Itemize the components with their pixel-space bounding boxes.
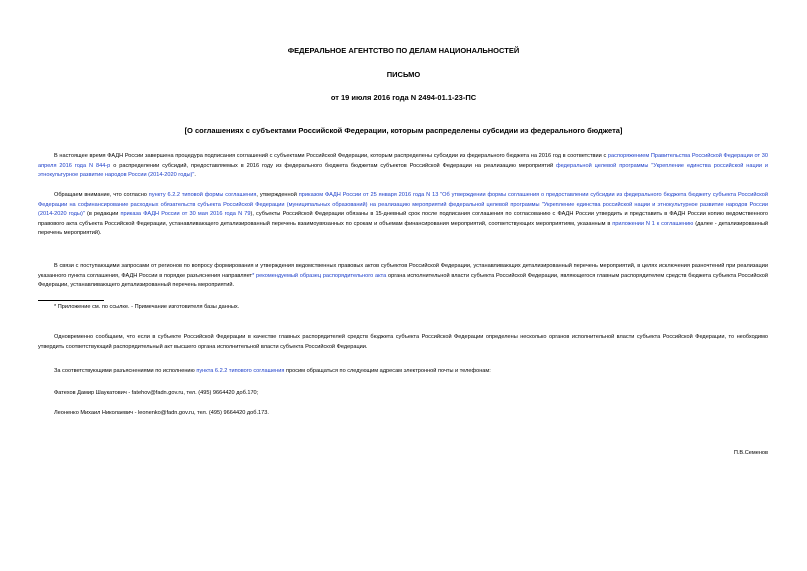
paragraph-2: Обращаем внимание, что согласно пункту 6.2.2 типовой формы соглашения, утвержденной приказом ФАДН России от 25 января 2016 года N 13 "Об утверждении формы соглашения о предоставлении субсидии из федерального бюджета бюджету субъекта Российской Федерации на софинансирование расходных обязательств субъекта Российской Федерации (муниципальных образований) на реализацию мероприятий федеральной целевой программы "Укрепление единства российской нации и этнокультурное развитие народов России (2014-2020 годы)" (в редакции приказа ФАДН России от 30 мая 2016 года N 79), субъекты Российской Федерации обязаны в 15-дневный срок после подписания соглашения по согласованию с ФАДН России утвердить и представить в ФАДН России копию ведомственного правового акта субъекта Российской Федерации, устанавливающего детализированный перечень взаимоувязанных по срокам и объемам финансирования мероприятий, соответствующих мероприятиям, указанным в приложении N 1 к соглашению (далее - детализированный перечень мероприятий). [38,192,768,237]
link-sample-act[interactable]: * рекомендуемый образец распорядительного акта [252,272,387,279]
document-type: ПИСЬМО [386,70,421,79]
link-decree-844[interactable]: распоряжением Правительства Российской Федерации от 30 апреля 2016 года N 844-р [38,153,768,169]
link-typical-agreement-clause[interactable]: пункта 6.2.2 типового соглашения [196,368,285,374]
link-federal-program[interactable]: федеральной целевой программы "Укрепление единства российской нации и этнокультурное развитие народов России (2014-2020 годы)" [38,162,768,179]
document-date-number: от 19 июля 2016 года N 2494-01.1-23-ПС [330,93,477,102]
agency-title: ФЕДЕРАЛЬНОЕ АГЕНТСТВО ПО ДЕЛАМ НАЦИОНАЛЬНОСТЕЙ [287,46,520,55]
link-appendix-1[interactable]: приложении N 1 к соглашению [612,220,694,227]
paragraph-5: За соответствующими разъяснениями по исполнению пункта 6.2.2 типового соглашения просим обращаться по следующим адресам электронной почты и телефонам: [54,368,491,374]
contact-leonenko: Леоненко Михаил Николаевич - leonenko@fadn.gov.ru, тел. (495) 9664420 доб.173. [54,410,269,416]
footnote: * Приложение см. по ссылке. - Примечание изготовителя базы данных. [54,304,240,310]
link-order-79[interactable]: приказа ФАДН России от 30 мая 2016 года N 79 [120,211,251,218]
signature: П.В.Семенов [733,450,768,456]
paragraph-4: Одновременно сообщаем, что если в субъекте Российской Федерации в качестве главных распорядителей средств бюджета субъекта Российской Федерации определены несколько органов исполнительной власти субъекта Российской Федерации, то необходимо утвердить соответствующий распорядительный акт высшего органа исполнительной власти субъекта Российской Федерации. [38,334,768,350]
footnote-divider [38,300,104,301]
link-order-13[interactable]: приказом ФАДН России от 25 января 2016 года N 13 "Об утверждении формы соглашения о предоставлении субсидии из федерального бюджета бюджету субъекта Российской Федерации на софинансирование расходных обязательств субъекта Российской Федерации (муниципальных образований) на реализацию мероприятий федеральной целевой программы "Укрепление единства российской нации и этнокультурное развитие народов России (2014-2020 годы)" [38,192,768,218]
contact-fatehov: Фатехов Дамир Шаукатович - fatehov@fadn.gov.ru, тел. (495) 9664420 доб.170; [54,390,259,396]
link-clause-6-2-2[interactable]: пункту 6.2.2 типовой формы соглашения [148,192,257,198]
paragraph-3: В связи с поступающими запросами от регионов по вопросу формирования и утверждения ведомственных правовых актов субъектов Российской Федерации, устанавливающих детализированный перечень мероприятий, в целях исключения разночтений при реализации указанного пункта соглашения, ФАДН России в порядке разъяснения направляет* рекомендуемый образец распорядительного акта органа исполнительной власти субъекта Российской Федерации, являющегося главным распорядителем средств бюджета субъекта Российской Федерации, устанавливающего детализированный перечень мероприятий. [38,263,768,289]
document-subject: [О соглашениях с субъектами Российской Федерации, которым распределены субсидии из федерального бюджета] [184,126,623,135]
paragraph-1: В настоящее время ФАДН России завершена процедура подписания соглашений с субъектами Российской Федерации, которым распределены субсидии из федерального бюджета на 2016 год в соответствии с распоряжением Правительства Российской Федерации от 30 апреля 2016 года N 844-р о распределении субсидий, предоставляемых в 2016 году из федерального бюджета бюджетам субъектов Российской Федерации на реализацию мероприятий федеральной целевой программы "Укрепление единства российской нации и этнокультурное развитие народов России (2014-2020 годы)". [38,153,768,179]
